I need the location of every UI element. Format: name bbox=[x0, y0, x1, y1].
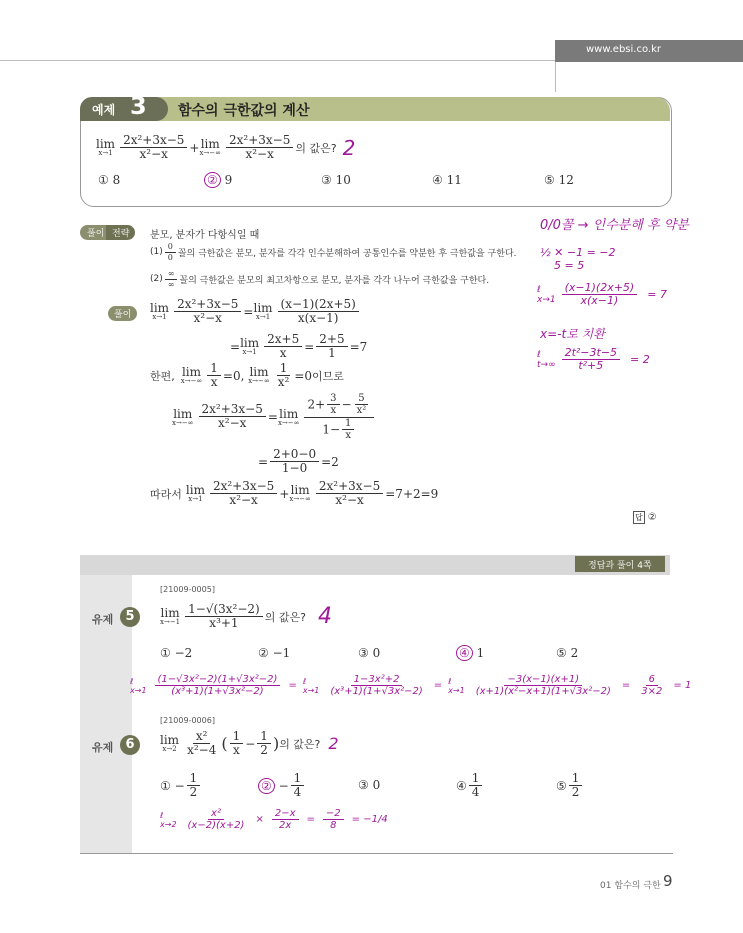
header-url: www.ebsi.co.kr bbox=[586, 44, 661, 55]
p5-choice-3[interactable]: ③ 0 bbox=[358, 646, 381, 660]
p6-choice-4[interactable]: ④ $\frac{1}{4}$ bbox=[456, 772, 484, 800]
circled-mark: ② bbox=[258, 778, 275, 794]
example-badge: 예제 bbox=[92, 103, 116, 117]
ink-note-factor: ½ ✕ −1 = −2 5 = 5 bbox=[540, 246, 616, 272]
p5-choice-1[interactable]: ① −2 bbox=[160, 646, 193, 660]
problem6-handwork: ℓ x→2 $\frac{\text{x²}}{(x-2)(x+2)}$ × $\frac{2-x}{2x}$ = $\frac{-2}{8}$ = −1/4 bbox=[160, 808, 388, 831]
ink-note-limit-2: ℓ t→∞ $\frac{\text{2t²−3t−5}}{\text{t²+5}}$ = 2 bbox=[537, 346, 650, 373]
circled-mark: ② bbox=[204, 172, 221, 188]
p5-choice-2[interactable]: ② −1 bbox=[258, 646, 291, 660]
header-rule-right bbox=[555, 62, 556, 92]
choice-5[interactable]: ⑤ 12 bbox=[544, 173, 574, 187]
example-number: 3 bbox=[130, 92, 147, 120]
solve-tag: 풀이 bbox=[108, 306, 137, 321]
footer-page-number: 9 bbox=[663, 872, 673, 890]
limit-symbol: lim x→1 bbox=[96, 137, 116, 158]
choice-4[interactable]: ④ 11 bbox=[432, 173, 462, 187]
strategy-intro: 분모, 분자가 다항식일 때 bbox=[150, 230, 260, 241]
problem5-badge: 유제 bbox=[92, 613, 114, 626]
solution-line-1: lim x→1 $\frac{\text{2x²+3x−5}}{\text{x²−x}}$ = lim x→1 $\frac{(x-1)(2x+5)}{x(x-1)}$ bbox=[150, 298, 361, 326]
rule-2: (2) $\frac{\infty}{\infty}$ 꼴의 극한값은 분모의 최고차항으로 분모, 분자를 각각 나누어 극한값을 구한다. bbox=[150, 269, 490, 289]
example-title: 함수의 극한값의 계산 bbox=[178, 103, 310, 119]
problem6-badge: 유제 bbox=[92, 741, 114, 754]
problem5-handwork: ℓ x→1 $\frac{\text{(1−√3x²−2)(1+√3x²−2)}}{\text{(x³+1)(1+√3x²−2)}}$ = ℓ x→1 $\frac{\text{1−3x²+2}}{\text{(x³+1)(1+√3x²−2)}}$ = ℓ x→1 $\frac{-3(x-1)(x+1)}{\text{(x+1)(x²−x+1)(1+√3x²−2)}}$ = $\frac{6}{3\times 2}$ = 1 bbox=[130, 674, 692, 697]
example-title-band bbox=[80, 97, 670, 121]
problem5-question: lim x→−1 $\frac{\text{1−√(3x²−2)}}{\text{x³+1}}$ 의 값은? 4 bbox=[160, 602, 332, 631]
handwritten-answer: 2 bbox=[342, 135, 356, 160]
strategy-tag: 풀이 bbox=[80, 225, 108, 240]
problem6-question: lim x→2 $\frac{\text{x²}}{\text{x²−4}}$ ( $\frac{1}{x}$ − $\frac{1}{2}$ ) 의 값은? 2 bbox=[160, 729, 339, 758]
solution-line-2: = lim x→1 $\frac{2x+5}{x}$ = $\frac{2+5}{1}$ =7 bbox=[230, 332, 368, 361]
exercise-band-label: 정답과 풀이 4쪽 bbox=[588, 561, 652, 571]
exercise-bottom-rule bbox=[80, 853, 673, 854]
example-question: lim x→1 $\frac{\text{2x²+3x−5}}{\text{x²−x}}$ + lim x→−∞ $\frac{\text{2x²+3x−5}}{\text{x²−x}}$ 의 값은? 2 bbox=[96, 133, 356, 162]
solution-line-6: 따라서 lim x→1 $\frac{\text{2x²+3x−5}}{\text{x²−x}}$ + lim x→−∞ $\frac{\text{2x²+3x−5}}{\text{x²−x}}$ =7+2=9 bbox=[150, 479, 439, 508]
p6-choice-2[interactable]: ② − $\frac{1}{4}$ bbox=[258, 772, 306, 800]
choice-3[interactable]: ③ 10 bbox=[321, 173, 351, 187]
header-rule bbox=[0, 60, 555, 61]
footer-chapter: 01 함수의 극한 bbox=[600, 881, 661, 891]
ink-note-2: x=-t로 치환 bbox=[540, 327, 605, 341]
problem5-code: [21009-0005] bbox=[160, 585, 215, 594]
choice-1[interactable]: ① 8 bbox=[98, 173, 121, 187]
solution-line-5: = $\frac{2+0-0}{1-0}$ =2 bbox=[258, 447, 339, 476]
solution-line-4: lim x→−∞ $\frac{\text{2x²+3x−5}}{\text{x²−x}}$ = lim x→−∞ 2+ $\frac{3}{x}$ − $\frac{5}{\text{x²}}$ 1− $\frac{1}{x}$ bbox=[172, 393, 376, 441]
problem5-number: 5 bbox=[120, 607, 140, 627]
p6-choice-3[interactable]: ③ 0 bbox=[358, 778, 381, 792]
answer-icon: 답 bbox=[635, 513, 643, 522]
solution-line-3: 한편, lim x→−∞ $\frac{1}{x}$ =0, lim x→−∞ $\frac{1}{\text{x²}}$ =0 이므로 bbox=[150, 361, 344, 390]
p6-choice-5[interactable]: ⑤ $\frac{1}{2}$ bbox=[556, 772, 584, 800]
ink-note-1: 0/0꼴 → 인수분해 후 약분 bbox=[540, 218, 689, 233]
question-suffix: 의 값은? bbox=[295, 141, 337, 155]
rule-1: (1) $\frac{0}{0}$ 꼴의 극한값은 분모, 분자를 각각 인수분해하여 공통인수를 약분한 후 극한값을 구한다. bbox=[150, 242, 517, 262]
strategy-tag-2: 전략 bbox=[106, 225, 135, 240]
problem6-code: [21009-0006] bbox=[160, 716, 215, 725]
p5-choice-5[interactable]: ⑤ 2 bbox=[556, 646, 579, 660]
p6-choice-1[interactable]: ① − $\frac{1}{2}$ bbox=[160, 772, 202, 800]
ink-note-limit-1: ℓ x→1 $\frac{(x-1)(2x+5)}{x(x-1)}$ = 7 bbox=[537, 281, 667, 308]
choice-2[interactable]: ② 9 bbox=[204, 173, 232, 187]
problem6-number: 6 bbox=[120, 735, 140, 755]
circled-mark: ④ bbox=[456, 645, 473, 661]
p5-choice-4[interactable]: ④ 1 bbox=[456, 646, 484, 660]
answer-mark: 답 ② bbox=[635, 512, 657, 523]
